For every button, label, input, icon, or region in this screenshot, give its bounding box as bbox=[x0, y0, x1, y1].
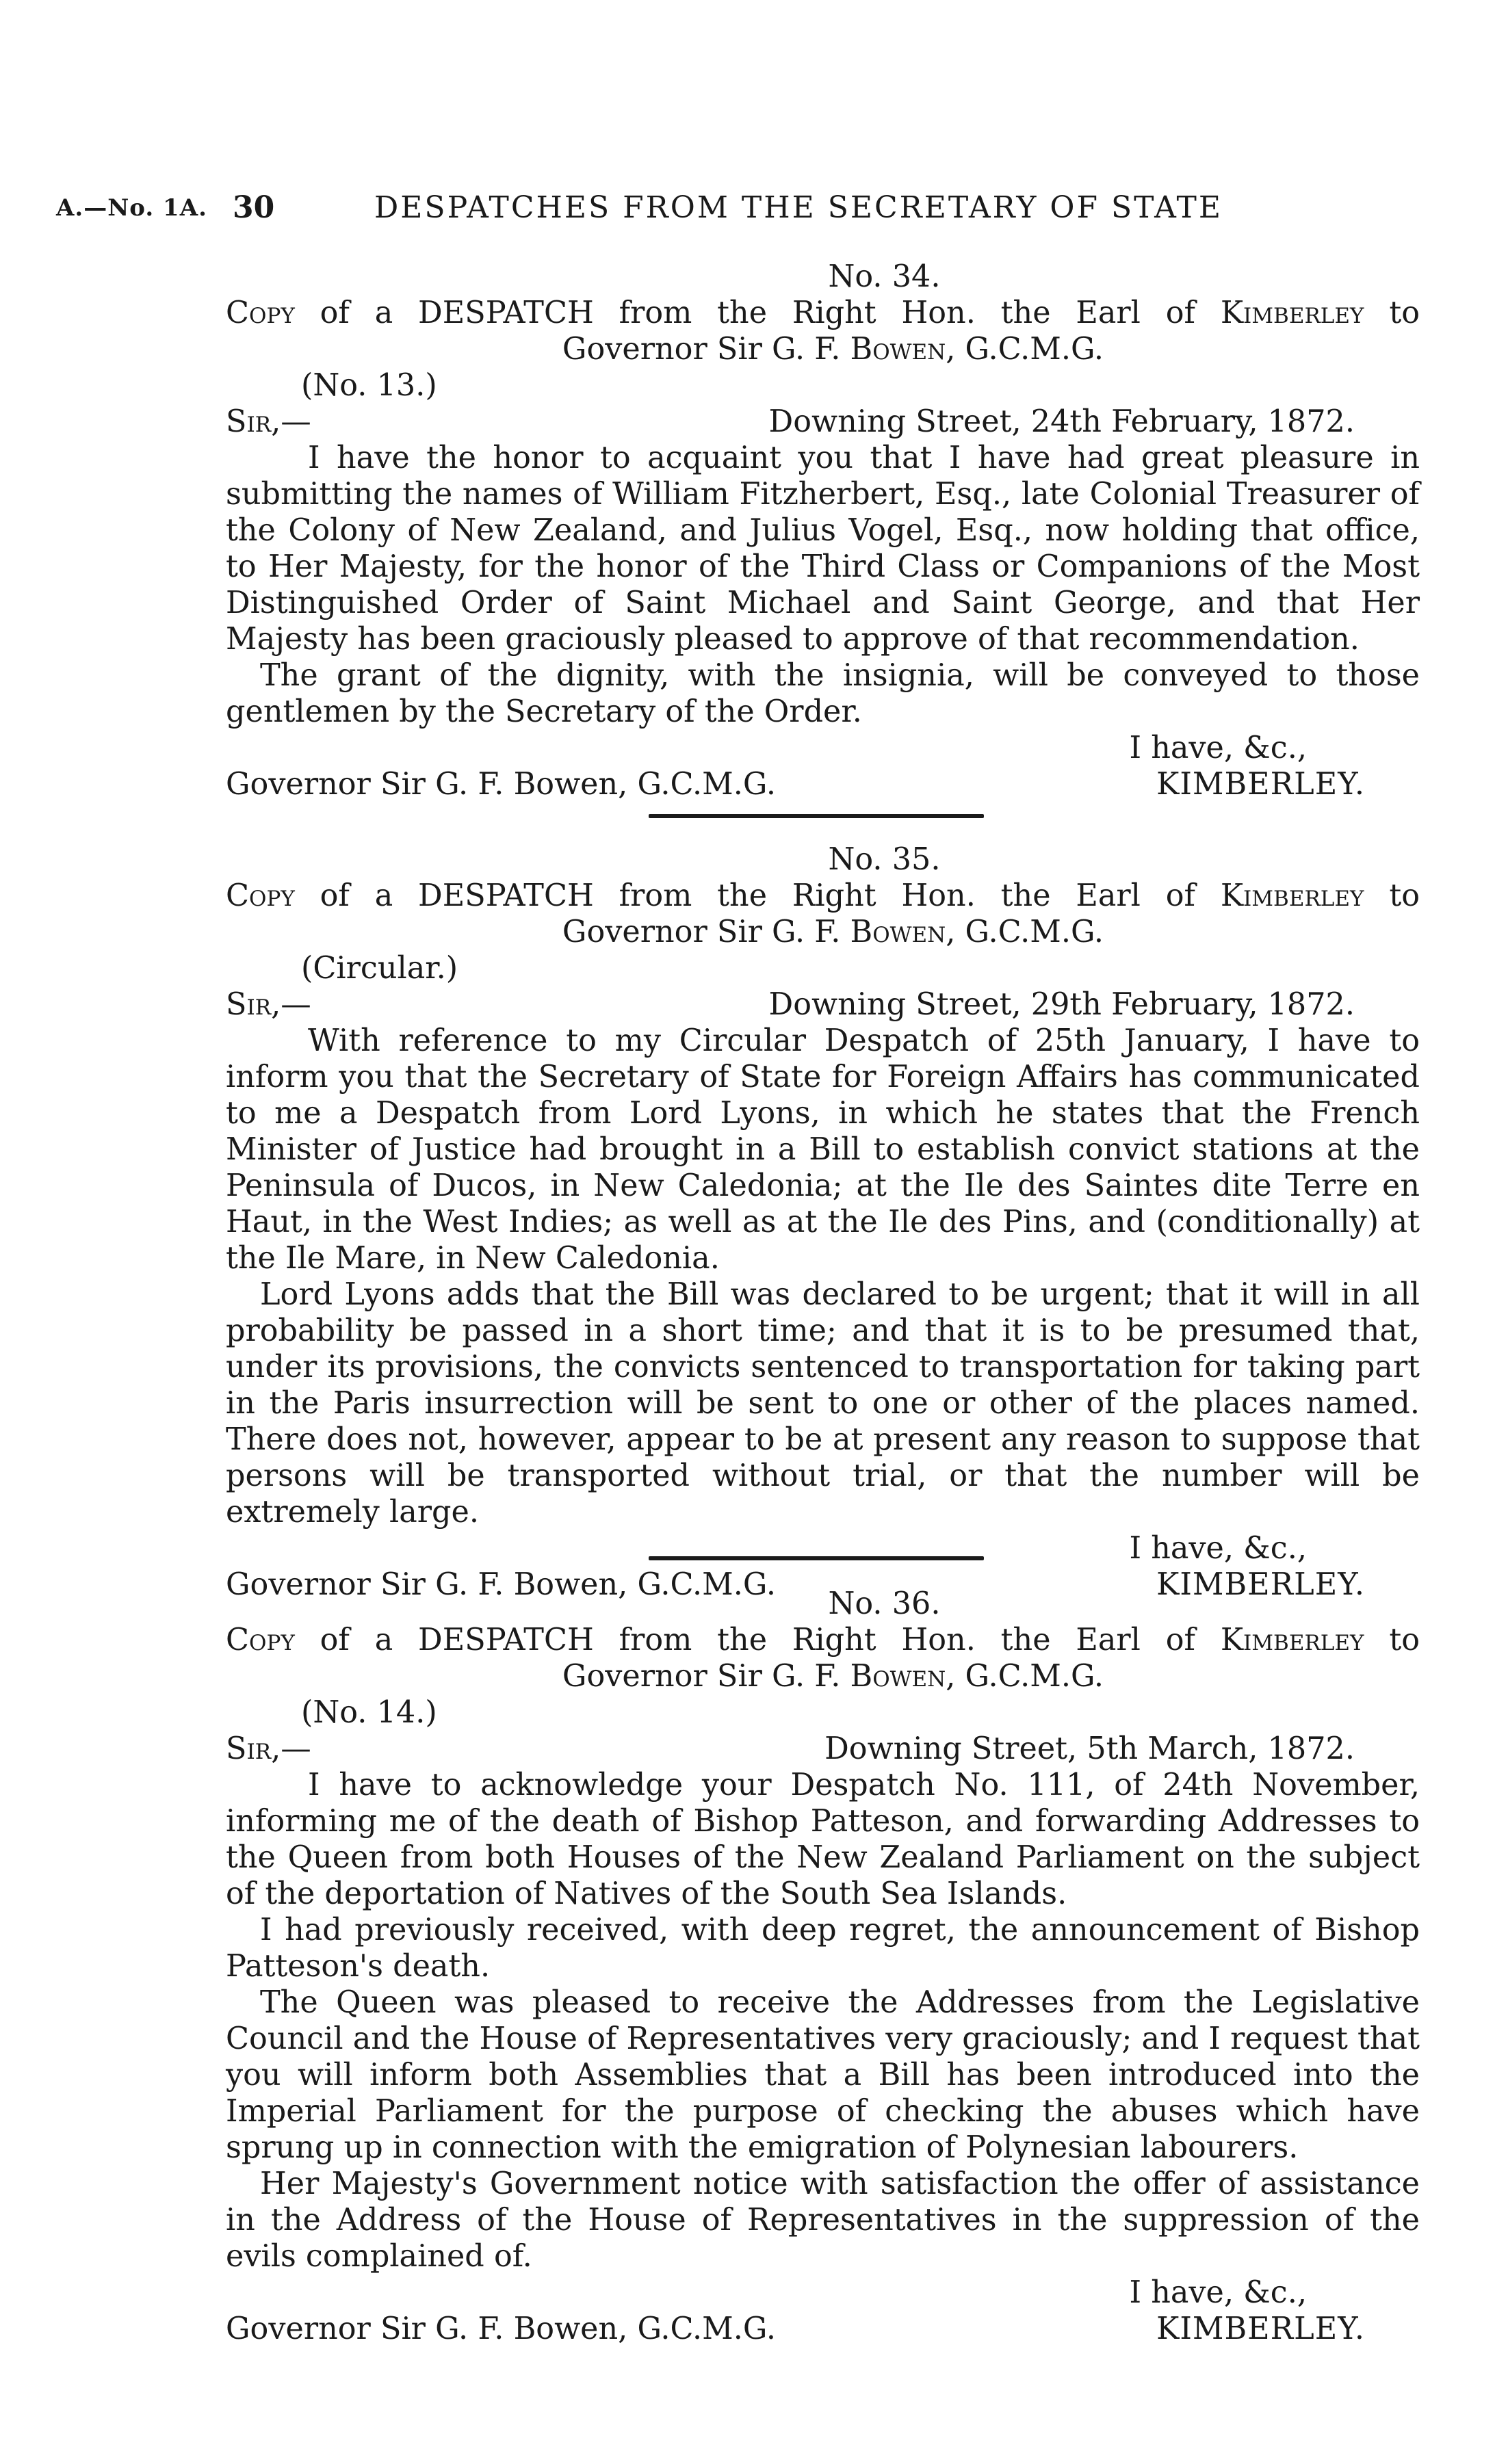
despatch-34 bbox=[226, 259, 1420, 802]
paragraph: I have the honor to acquaint you that I have had great pleasure in submitting the names of William Fitzherbert, Esq., late Colonial Treasurer of the Colony of New Zealand, and Julius Vogel, Esq., now holding that office, to Her Majesty, for the honor of the Third Class or Companions of the Most Distinguished Order of Saint Michael and Saint George, and that Her Majesty has been graciously pleased to approve of that recommendation. bbox=[226, 441, 1420, 657]
despatch-35 bbox=[226, 841, 1420, 1603]
addressee: Governor Sir G. F. Bowen, G.C.M.G. bbox=[226, 767, 776, 802]
salutation: Sir,— bbox=[226, 987, 311, 1022]
closing-phrase: I have, &c., bbox=[1129, 731, 1307, 765]
section-divider bbox=[649, 814, 984, 818]
despatch-number: No. 35. bbox=[828, 842, 941, 877]
addressee: Governor Sir G. F. Bowen, G.C.M.G. bbox=[226, 1567, 776, 1602]
salutation: Sir,— bbox=[226, 1731, 311, 1766]
signature: KIMBERLEY. bbox=[1156, 2311, 1365, 2346]
despatch-reference: (No. 14.) bbox=[301, 1695, 437, 1730]
despatch-number: No. 36. bbox=[828, 1586, 941, 1621]
despatch-heading: Copy of a DESPATCH from the Right Hon. the Earl of Kimberley to bbox=[226, 878, 1420, 913]
despatch-heading: Copy of a DESPATCH from the Right Hon. the Earl of Kimberley to bbox=[226, 1623, 1420, 1657]
paragraph: The grant of the dignity, with the insignia, will be conveyed to those gentlemen by the Secretary of the Order. bbox=[226, 658, 1420, 729]
paragraph: Her Majesty's Government notice with satisfaction the offer of assistance in the Address of the House of Representatives in the suppression of the evils complained of. bbox=[226, 2166, 1420, 2274]
running-title: DESPATCHES FROM THE SECRETARY OF STATE bbox=[374, 190, 1223, 225]
despatch-36 bbox=[226, 1586, 1420, 2347]
paragraph: The Queen was pleased to receive the Addresses from the Legislative Council and the House of Representatives very graciously; and I request that you will inform both Assemblies that a Bill has been introduced into the Imperial Parliament for the purpose of checking the abuses which have sprung up in connection with the emigration of Polynesian labourers. bbox=[226, 1985, 1420, 2165]
paragraph: I have to acknowledge your Despatch No. 111, of 24th November, informing me of the death of Bishop Patteson, and forwarding Addresses to the Queen from both Houses of the New Zealand Parliament on the subject of the deportation of Natives of the South Sea Islands. bbox=[226, 1768, 1420, 1911]
despatch-reference: (No. 13.) bbox=[301, 368, 437, 403]
despatch-recipient: Governor Sir G. F. Bowen, G.C.M.G. bbox=[562, 332, 1104, 367]
despatch-recipient: Governor Sir G. F. Bowen, G.C.M.G. bbox=[562, 1659, 1104, 1694]
despatch-date: Downing Street, 24th February, 1872. bbox=[768, 404, 1355, 439]
addressee: Governor Sir G. F. Bowen, G.C.M.G. bbox=[226, 2311, 776, 2346]
salutation: Sir,— bbox=[226, 404, 311, 439]
paragraph: Lord Lyons adds that the Bill was declared to be urgent; that it will in all probability be passed in a short time; and that it is to be presumed that, under its provisions, the convicts sentenced to transportation for taking part in the Paris insurrection will be sent to one or other of the places named. There does not, however, appear to be at present any reason to suppose that persons will be transported without trial, or that the number will be extremely large. bbox=[226, 1277, 1420, 1530]
despatch-reference: (Circular.) bbox=[301, 951, 458, 986]
closing-phrase: I have, &c., bbox=[1129, 2275, 1307, 2310]
despatch-number: No. 34. bbox=[828, 259, 941, 294]
signature: KIMBERLEY. bbox=[1156, 1567, 1365, 1602]
section-divider bbox=[649, 1556, 984, 1560]
closing-phrase: I have, &c., bbox=[1129, 1531, 1307, 1566]
despatch-date: Downing Street, 29th February, 1872. bbox=[768, 987, 1355, 1022]
page-number: 30 bbox=[233, 190, 275, 225]
despatch-date: Downing Street, 5th March, 1872. bbox=[824, 1731, 1355, 1766]
paragraph: I had previously received, with deep regret, the announcement of Bishop Patteson's death. bbox=[226, 1913, 1420, 1984]
page-header bbox=[56, 190, 1397, 231]
despatch-recipient: Governor Sir G. F. Bowen, G.C.M.G. bbox=[562, 915, 1104, 949]
paper-reference: A.—No. 1A. bbox=[56, 194, 207, 222]
despatch-heading: Copy of a DESPATCH from the Right Hon. the Earl of Kimberley to bbox=[226, 296, 1420, 330]
paragraph: With reference to my Circular Despatch of 25th January, I have to inform you that the Secretary of State for Foreign Affairs has communicated to me a Despatch from Lord Lyons, in which he states that the French Minister of Justice had brought in a Bill to establish convict stations at the Peninsula of Ducos, in New Caledonia; at the Ile des Saintes dite Terre en Haut, in the West Indies; as well as at the Ile des Pins, and (conditionally) at the Ile Mare, in New Caledonia. bbox=[226, 1023, 1420, 1276]
signature: KIMBERLEY. bbox=[1156, 767, 1365, 802]
